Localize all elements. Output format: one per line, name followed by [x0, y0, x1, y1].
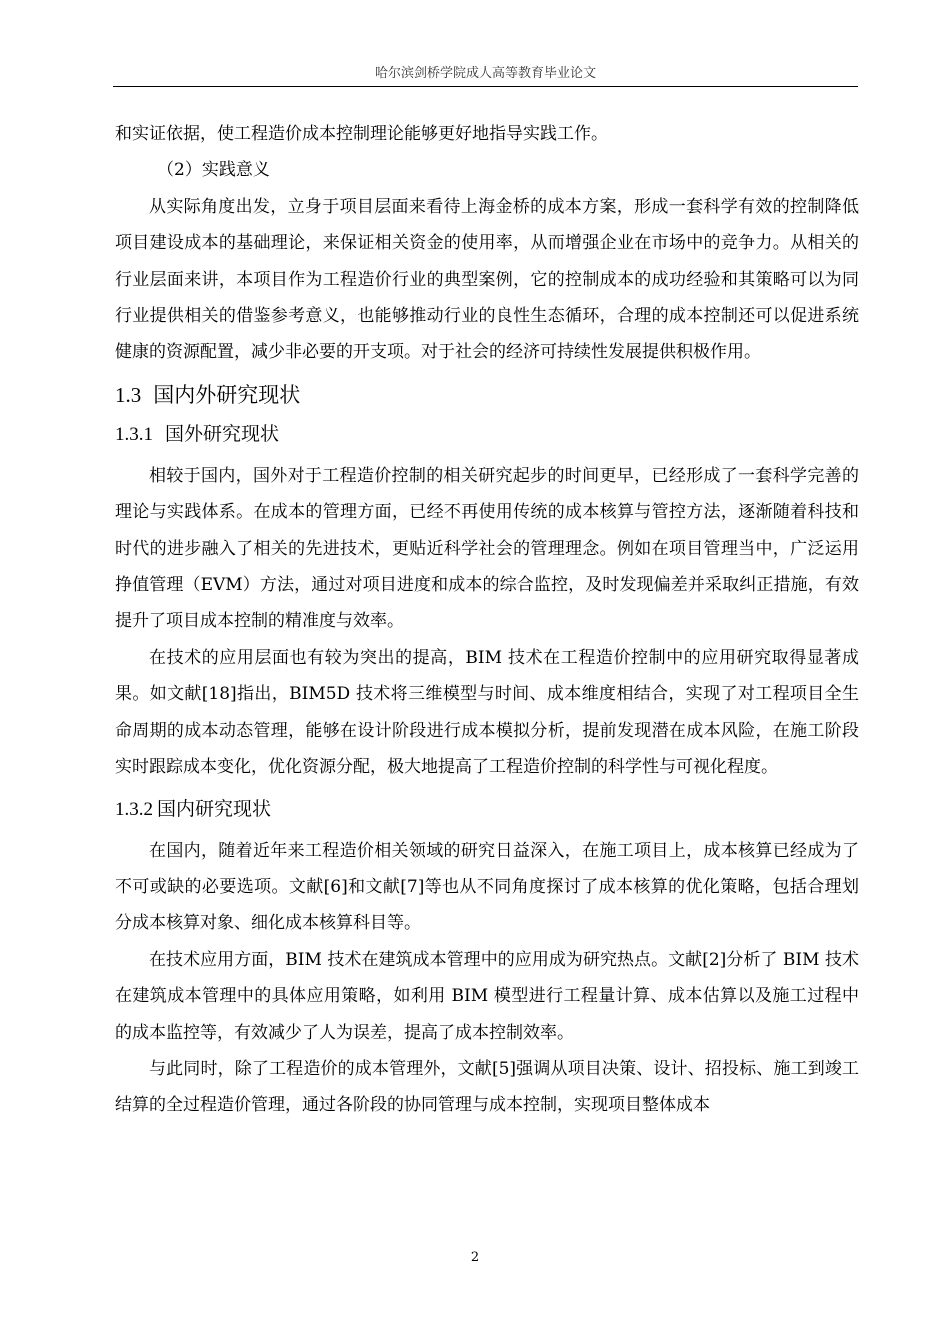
section-title: 国内外研究现状 [153, 382, 301, 407]
paragraph-foreign-research-1: 相较于国内，国外对于工程造价控制的相关研究起步的时间更早，已经形成了一套科学完善的理论与实践体系。在成本的管理方面，已经不再使用传统的成本核算与管控方法，逐渐随着科技和时代的进步融入了相关的先进技术，更贴近科学社会的管理理念。例如在项目管理当中，广泛运用挣值管理（EVM）方法，通过对项目进度和成本的综合监控，及时发现偏差并采取纠正措施，有效提升了项目成本控制的精准度与效率。 [115, 465, 859, 632]
section-heading-1-3-1 [115, 421, 859, 448]
paragraph-domestic-research-3: 与此同时，除了工程造价的成本管理外，文献[5]强调从项目决策、设计、招投标、施工到竣工结算的全过程造价管理，通过各阶段的协同管理与成本控制，实现项目整体成本 [115, 1058, 859, 1116]
section-title: 国外研究现状 [165, 422, 280, 445]
section-number: 1.3.1 [115, 423, 153, 445]
section-number: 1.3.2 [115, 798, 153, 820]
page-body [115, 116, 859, 1124]
paragraph-domestic-research-2: 在技术应用方面，BIM 技术在建筑成本管理中的应用成为研究热点。文献[2]分析了 BIM 技术在建筑成本管理中的具体应用策略，如利用 BIM 模型进行工程量计算、成本估算以及施工过程中的成本监控等，有效减少了人为误差，提高了成本控制效率。 [115, 949, 859, 1043]
paragraph-continued: 和实证依据，使工程造价成本控制理论能够更好地指导实践工作。 [115, 124, 608, 144]
running-header: 哈尔滨剑桥学院成人高等教育毕业论文 [374, 66, 596, 81]
section-number: 1.3 [115, 382, 142, 407]
paragraph-practical-significance: 从实际角度出发，立身于项目层面来看待上海金桥的成本方案，形成一套科学有效的控制降低项目建设成本的基础理论，来保证相关资金的使用率，从而增强企业在市场中的竞争力。从相关的行业层面来讲，本项目作为工程造价行业的典型案例，它的控制成本的成功经验和其策略可以为同行业提供相关的借鉴参考意义，也能够推动行业的良性生态循环，合理的成本控制还可以促进系统健康的资源配置，减少非必要的开支项。对于社会的经济可持续性发展提供积极作用。 [115, 196, 859, 363]
subheading-practical-significance: （2）实践意义 [157, 160, 270, 181]
section-heading-1-3 [115, 381, 859, 409]
section-heading-1-3-2 [115, 796, 859, 823]
header-rule [113, 86, 858, 87]
paragraph-foreign-research-2: 在技术的应用层面也有较为突出的提高，BIM 技术在工程造价控制中的应用研究取得显著成果。如文献[18]指出，BIM5D 技术将三维模型与时间、成本维度相结合，实现了对工程项目全生命周期的成本动态管理，能够在设计阶段进行成本模拟分析，提前发现潜在成本风险，在施工阶段实时跟踪成本变化，优化资源分配，极大地提高了工程造价控制的科学性与可视化程度。 [115, 647, 859, 778]
paragraph-domestic-research-1: 在国内，随着近年来工程造价相关领域的研究日益深入，在施工项目上，成本核算已经成为了不可或缺的必要选项。文献[6]和文献[7]等也从不同角度探讨了成本核算的优化策略，包括合理划分成本核算对象、细化成本核算科目等。 [115, 840, 859, 934]
page-number: 2 [470, 1250, 480, 1265]
section-title: 国内研究现状 [157, 797, 272, 820]
